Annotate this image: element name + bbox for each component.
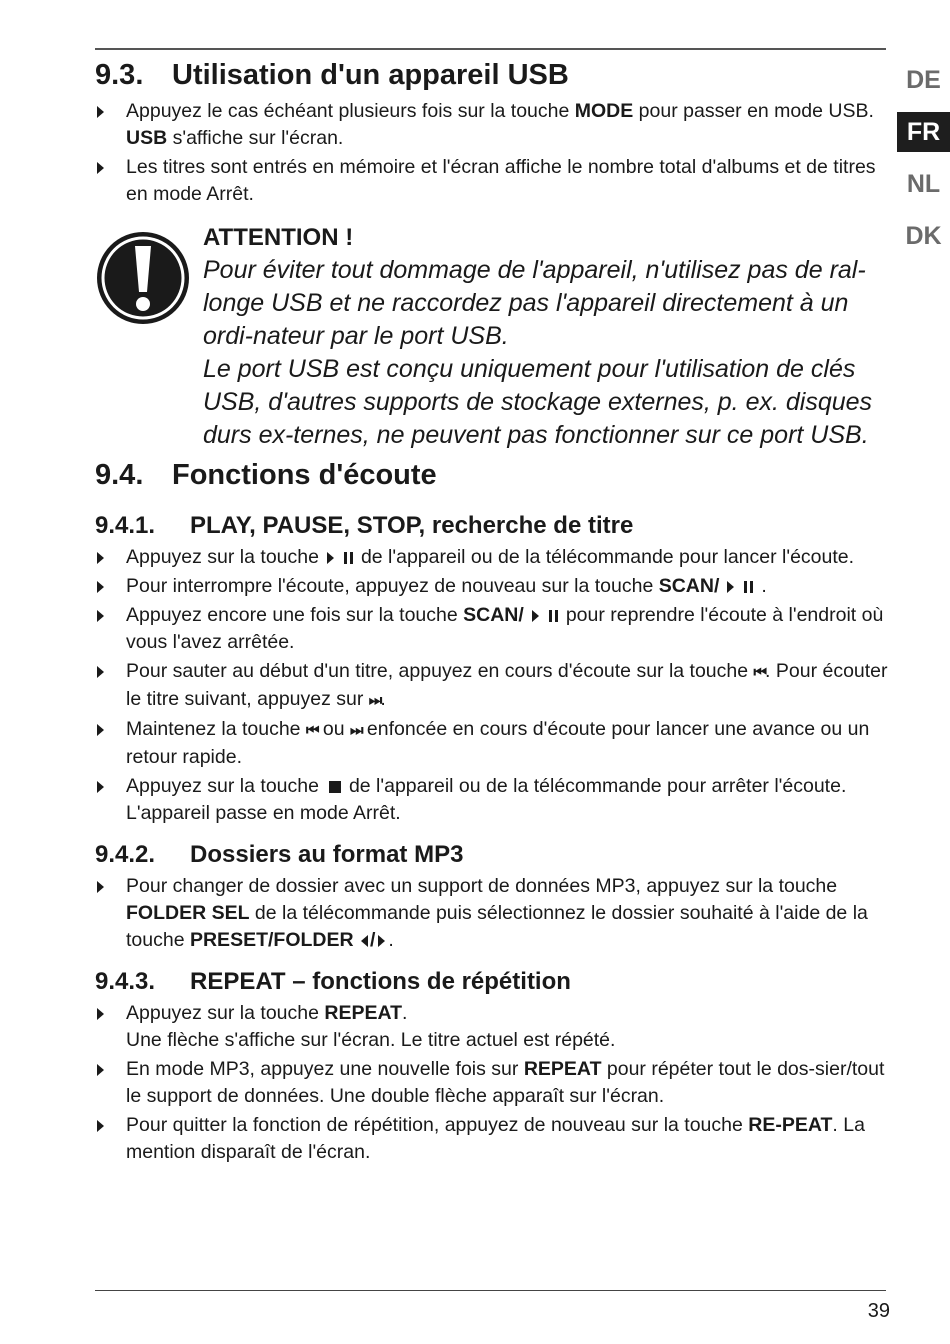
right-arrow-icon xyxy=(378,935,385,947)
bullet-icon xyxy=(97,610,104,622)
list-item: Pour interrompre l'écoute, appuyez de nouveau sur la touche SCAN/ . xyxy=(95,573,890,600)
section-9-4-3-list xyxy=(95,1000,890,1166)
list-item: Appuyez sur la touche de l'appareil ou de la télécommande pour arrêter l'écoute. L'appareil passe en mode Arrêt. xyxy=(95,773,890,827)
section-9-4-heading xyxy=(95,454,890,496)
section-9-4-1-heading xyxy=(95,508,890,544)
lang-tab-nl[interactable]: NL xyxy=(906,170,941,198)
list-item: Maintenez la touche ⏮ ou ⏭ enfoncée en cours d'écoute pour lancer une avance ou un retour rapide. xyxy=(95,716,890,771)
list-item: En mode MP3, appuyez une nouvelle fois sur REPEAT pour répéter tout le dos-sier/tout le support de données. Une double flèche apparaît sur l'écran. xyxy=(95,1056,890,1110)
section-number: 9.4. xyxy=(95,458,144,491)
stop-icon xyxy=(329,781,341,793)
attention-notice xyxy=(95,222,890,454)
play-icon xyxy=(327,552,334,564)
list-item: Appuyez sur la touche de l'appareil ou de la télécommande pour lancer l'écoute. xyxy=(95,544,890,571)
section-9-3-list xyxy=(95,98,890,208)
exclamation-warning-icon xyxy=(95,230,191,326)
next-track-icon: ⏭ xyxy=(368,692,381,709)
previous-track-icon: ⏮ xyxy=(753,664,766,681)
page-number: 39 xyxy=(867,1300,890,1322)
left-arrow-icon xyxy=(361,935,368,947)
lang-tab-fr[interactable]: FR xyxy=(897,112,950,152)
bullet-icon xyxy=(97,162,104,174)
play-icon xyxy=(727,581,734,593)
section-9-4-2-heading xyxy=(95,837,890,873)
list-item: Appuyez encore une fois sur la touche SCAN/ pour reprendre l'écoute à l'endroit où vous l'avez arrêtée. xyxy=(95,602,890,656)
section-9-4-3-heading xyxy=(95,964,890,1000)
section-title: Dossiers au format MP3 xyxy=(190,841,464,868)
list-item: Pour changer de dossier avec un support de données MP3, appuyez sur la touche FOLDER SEL de la télécommande puis sélectionnez le dossier souhaité à l'aide de la touche PRESET/FOLDER / . xyxy=(95,873,890,954)
section-title: Utilisation d'un appareil USB xyxy=(172,58,569,91)
pause-icon xyxy=(744,581,753,593)
section-9-4-2-list xyxy=(95,873,890,954)
language-tabs xyxy=(897,60,950,268)
bullet-icon xyxy=(97,106,104,118)
bullet-icon xyxy=(97,724,104,736)
top-rule xyxy=(95,48,886,50)
list-item: Appuyez le cas échéant plusieurs fois sur la touche MODE pour passer en mode USB. USB s'affiche sur l'écran. xyxy=(95,98,890,152)
attention-text: Le port USB est conçu uniquement pour l'utilisation de clés USB, d'autres supports de stockage externes, p. ex. disques durs ex-ternes, ne peuvent pas fonctionner sur ce port USB. xyxy=(203,355,873,449)
section-9-3-heading xyxy=(95,54,890,96)
bullet-icon xyxy=(97,552,104,564)
section-title: PLAY, PAUSE, STOP, recherche de titre xyxy=(190,512,634,539)
pause-icon xyxy=(549,610,558,622)
page-content xyxy=(95,54,890,1168)
play-icon xyxy=(532,610,539,622)
lang-tab-dk[interactable]: DK xyxy=(905,222,942,250)
section-number: 9.4.1. xyxy=(95,512,156,539)
section-number: 9.4.2. xyxy=(95,841,156,868)
pause-icon xyxy=(344,552,353,564)
lang-tab-de[interactable]: DE xyxy=(906,66,941,94)
bullet-icon xyxy=(97,666,104,678)
previous-track-icon: ⏮ xyxy=(305,722,318,739)
attention-title: ATTENTION ! xyxy=(203,224,354,251)
list-item: Pour sauter au début d'un titre, appuyez en cours d'écoute sur la touche ⏮. Pour écouter le titre suivant, appuyez sur ⏭. xyxy=(95,658,890,714)
bullet-icon xyxy=(97,781,104,793)
section-9-4-1-list xyxy=(95,544,890,827)
bullet-icon xyxy=(97,1008,104,1020)
section-title: Fonctions d'écoute xyxy=(172,458,437,491)
list-item: Appuyez sur la touche REPEAT. Une flèche s'affiche sur l'écran. Le titre actuel est répété. xyxy=(95,1000,890,1054)
bullet-icon xyxy=(97,1064,104,1076)
section-title: REPEAT – fonctions de répétition xyxy=(190,968,571,995)
bottom-rule xyxy=(95,1290,886,1291)
bullet-icon xyxy=(97,1120,104,1132)
section-number: 9.4.3. xyxy=(95,968,156,995)
bullet-icon xyxy=(97,881,104,893)
section-number: 9.3. xyxy=(95,58,144,91)
next-track-icon: ⏭ xyxy=(350,722,362,739)
attention-text: Pour éviter tout dommage de l'appareil, n'utilisez pas de ral-longe USB et ne raccordez pas l'appareil directement à un ordi-nateur par le port USB. xyxy=(203,256,866,350)
list-item: Les titres sont entrés en mémoire et l'écran affiche le nombre total d'albums et de titres en mode Arrêt. xyxy=(95,154,890,208)
list-item: Pour quitter la fonction de répétition, appuyez de nouveau sur la touche RE-PEAT. La mention disparaît de l'écran. xyxy=(95,1112,890,1166)
attention-body xyxy=(203,222,893,452)
bullet-icon xyxy=(97,581,104,593)
